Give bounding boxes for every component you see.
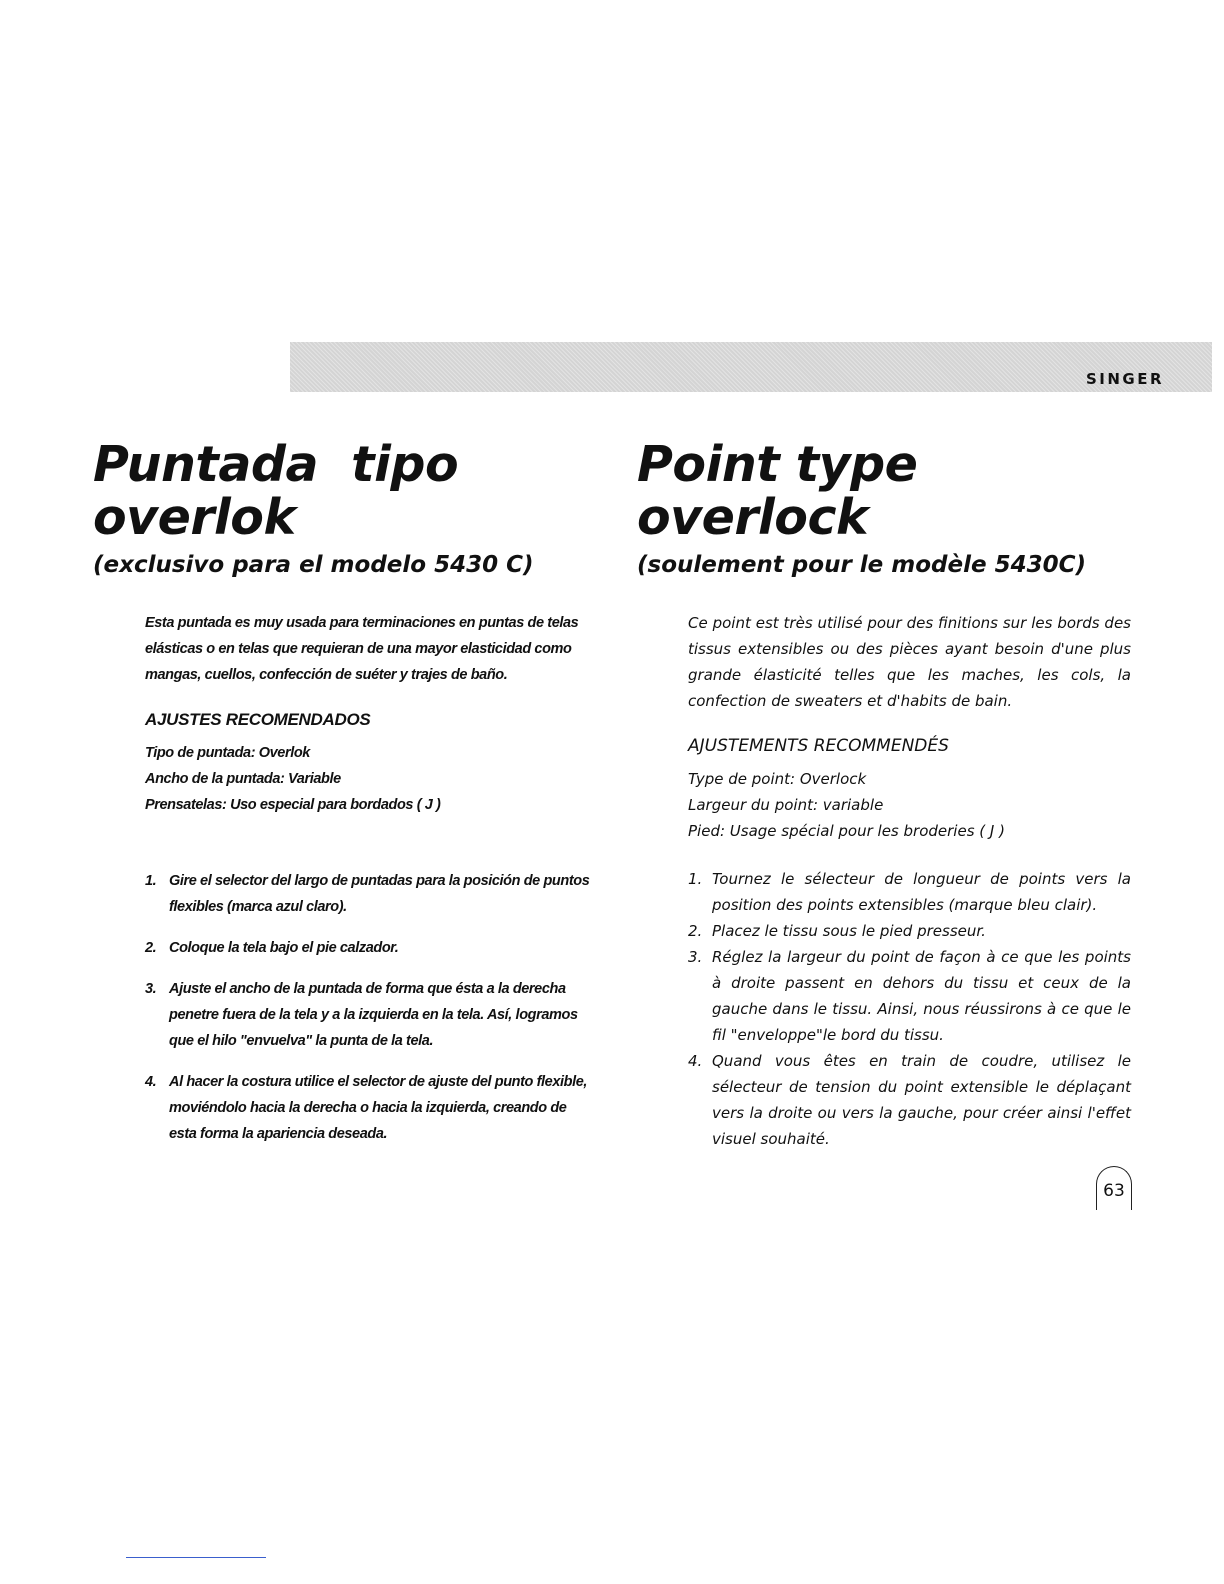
french-settings-heading: AJUSTEMENTS RECOMMENDÉS [688,736,949,756]
spanish-intro: Esta puntada es muy usada para terminaciones en puntas de telas elásticas o en telas que requieran de una mayor elasticidad como mangas, cuellos, confección de suéter y trajes de baño. [145,615,579,683]
step-number: 4. [688,1052,703,1070]
spanish-step [145,935,590,961]
spanish-setting-presser-foot: Prensatelas: Uso especial para bordados ( J ) [145,797,441,813]
spanish-steps [145,868,590,1162]
step-text: Ajuste el ancho de la puntada de forma que ésta a la derecha penetre fuera de la tela y a la izquierda en la tela. Así, logramos que el hilo "envuelva" la punta de la tela. [169,981,578,1049]
french-setting-stitch-width: Largeur du point: variable [688,796,884,814]
spanish-subtitle: (exclusivo para el modelo 5430 C) [93,552,534,578]
french-body [688,610,1131,1148]
spanish-settings-heading: AJUSTES RECOMENDADOS [145,710,371,729]
step-number: 3. [688,948,703,966]
step-text: Gire el selector del largo de puntadas para la posición de puntos flexibles (marca azul claro). [169,873,590,915]
spanish-title-line1: Puntada tipo [93,436,459,493]
french-step [688,944,1131,1048]
step-number: 1. [688,870,703,888]
step-text: Tournez le sélecteur de longueur de points vers la position des points extensibles (marque bleu clair). [712,870,1131,914]
header-band [290,342,1212,392]
french-intro: Ce point est très utilisé pour des finitions sur les bords des tissus extensibles ou des pièces ayant besoin d'une plus grande élasticité telles que les maches, les cols, la confection de sweaters et d'habits de bain. [688,614,1131,710]
french-steps [688,866,1131,1152]
french-title [637,438,1157,544]
step-text: Coloque la tela bajo el pie calzador. [169,940,399,956]
step-number: 2. [688,922,703,940]
brand-name: SINGER [1085,370,1164,388]
spanish-step [145,976,590,1054]
step-number: 1. [145,873,157,889]
spanish-title-line2: overlok [93,489,296,546]
page-number: 63 [1096,1166,1132,1210]
french-setting-stitch-type: Type de point: Overlock [688,770,867,788]
spanish-step [145,868,590,920]
step-text: Réglez la largeur du point de façon à ce que les points à droite passent en dehors du tissu et ceux de la gauche dans le tissu. Ainsi, nous réussirons à ce que le fil "enveloppe"le bord du tissu. [712,948,1131,1044]
french-step [688,1048,1131,1152]
spanish-setting-stitch-type: Tipo de puntada: Overlok [145,745,310,761]
spanish-step [145,1069,590,1147]
french-title-line2: overlock [637,489,869,546]
step-text: Placez le tissu sous le pied presseur. [712,922,986,940]
spanish-setting-stitch-width: Ancho de la puntada: Variable [145,771,341,787]
spanish-title-block [93,438,603,580]
step-number: 3. [145,981,157,997]
spanish-body [145,610,590,1142]
spanish-title [93,438,603,544]
step-text: Al hacer la costura utilice el selector de ajuste del punto flexible, moviéndolo hacia la derecha o hacia la izquierda, creando de esta forma la apariencia deseada. [169,1074,588,1142]
step-number: 4. [145,1074,157,1090]
spanish-settings-list [145,740,590,818]
french-settings-list [688,766,1131,844]
french-setting-presser-foot: Pied: Usage spécial pour les broderies ( J ) [688,822,1005,840]
french-subtitle: (soulement pour le modèle 5430C) [637,552,1087,578]
step-number: 2. [145,940,157,956]
french-title-block [637,438,1157,580]
step-text: Quand vous êtes en train de coudre, utilisez le sélecteur de tension du point extensible le déplaçant vers la droite ou vers la gauche, pour créer ainsi l'effet visuel souhaité. [712,1052,1131,1148]
footer-rule [126,1557,266,1558]
french-step [688,918,1131,944]
french-title-line1: Point type [637,436,918,493]
french-step [688,866,1131,918]
